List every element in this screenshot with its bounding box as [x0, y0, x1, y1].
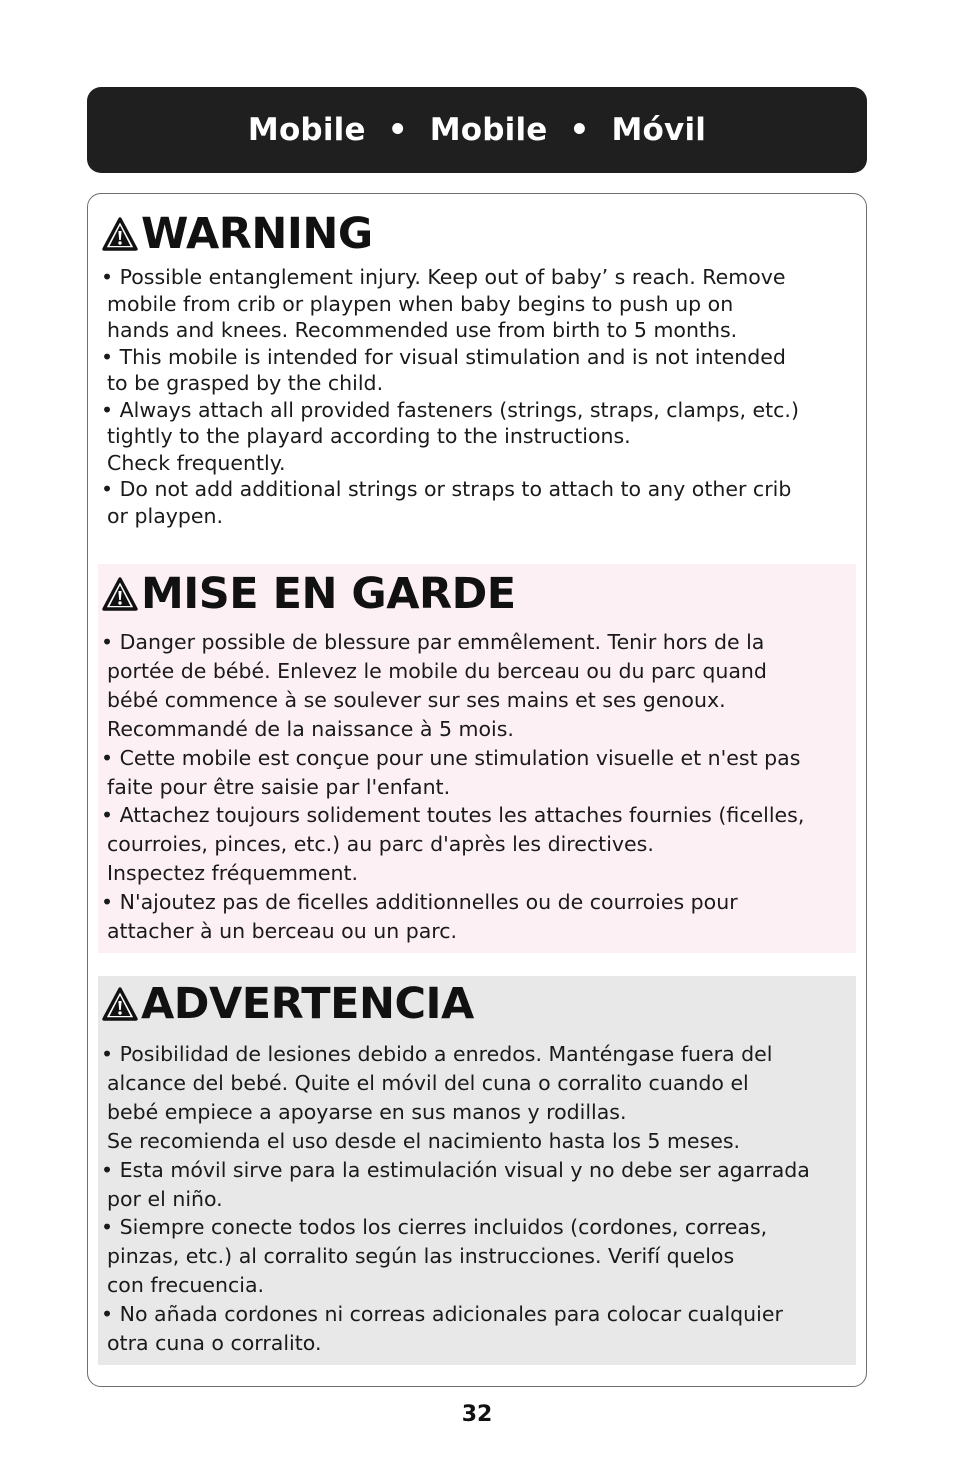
list-item-text: [101, 628, 856, 744]
warning-list: [101, 1040, 856, 1358]
list-item: [101, 1300, 856, 1358]
list-item-line: portée de bébé. Enlevez le mobile du berceau ou du parc quand: [107, 658, 767, 683]
list-item-line: • This mobile is intended for visual stimulation and is not intended: [101, 344, 786, 369]
list-item: [101, 1213, 856, 1300]
section-heading: [102, 204, 856, 264]
list-item: [101, 264, 856, 344]
list-item-text: [101, 397, 856, 477]
list-item-line: Recommandé de la naissance à 5 mois.: [107, 716, 514, 741]
list-item-line: to be grasped by the child.: [107, 371, 384, 395]
list-item-line: Inspectez fréquemment.: [107, 861, 359, 886]
list-item: [101, 1156, 856, 1214]
list-item-line: or playpen.: [107, 503, 224, 528]
list-item-line: • Danger possible de blessure par emmêlement. Tenir hors de la: [101, 630, 765, 654]
warning-triangle-icon: [102, 987, 138, 1021]
list-item-text: [101, 264, 856, 344]
section-warning-es: [98, 976, 856, 1365]
list-item-text: [101, 1213, 856, 1300]
list-item-line: alcance del bebé. Quite el móvil del cuna o corralito cuando el: [107, 1070, 749, 1095]
list-item-line: faite pour être saisie par l'enfant.: [107, 774, 451, 799]
list-item-text: [101, 801, 856, 888]
list-item-text: [101, 1300, 856, 1358]
warning-list: [101, 628, 856, 946]
list-item: [101, 801, 856, 888]
page-title: Mobile • Mobile • Móvil: [247, 112, 707, 148]
list-item: [101, 476, 856, 529]
page-number: 32: [461, 1402, 493, 1427]
list-item-line: • No añada cordones ni correas adicionales para colocar cualquier: [101, 1302, 783, 1327]
list-item-line: • Siempre conecte todos los cierres incluidos (cordones, correas,: [101, 1215, 768, 1240]
list-item-line: pinzas, etc.) al corralito según las instrucciones. Verifí quelos: [107, 1244, 735, 1269]
list-item-text: [101, 344, 856, 397]
section-heading: [102, 974, 856, 1034]
warning-triangle-icon: [102, 577, 138, 611]
list-item: [101, 397, 856, 477]
list-item: [101, 1040, 856, 1156]
list-item: [101, 744, 856, 802]
list-item: [101, 888, 856, 946]
list-item-line: attacher à un berceau ou un parc.: [107, 919, 458, 944]
list-item: [101, 628, 856, 744]
list-item-text: [101, 476, 856, 529]
list-item-text: [101, 888, 856, 946]
section-title: ADVERTENCIA: [141, 978, 474, 1029]
list-item-line: tightly to the playard according to the instructions.: [107, 424, 631, 448]
list-item-line: mobile from crib or playpen when baby begins to push up on: [107, 291, 734, 316]
list-item-line: Check frequently.: [107, 450, 286, 475]
list-item-line: con frecuencia.: [107, 1273, 265, 1298]
list-item-line: courroies, pinces, etc.) au parc d'après les directives.: [107, 832, 654, 857]
list-item: [101, 344, 856, 397]
list-item-text: [101, 1156, 856, 1214]
section-warning-en: [98, 200, 856, 550]
list-item-line: bebé empiece a apoyarse en sus manos y rodillas.: [107, 1099, 627, 1124]
header-bar: [87, 87, 867, 173]
section-warning-fr: [98, 564, 856, 953]
list-item-line: • Cette mobile est conçue pour une stimulation visuelle et n'est pas: [101, 745, 801, 770]
section-title: MISE EN GARDE: [141, 568, 516, 619]
list-item-line: • Possible entanglement injury. Keep out of baby’ s reach. Remove: [101, 265, 786, 289]
list-item-line: • N'ajoutez pas de ficelles additionnelles ou de courroies pour: [101, 890, 738, 915]
warning-list: [101, 264, 856, 529]
list-item-line: bébé commence à se soulever sur ses mains et ses genoux.: [107, 687, 726, 712]
list-item-line: • Always attach all provided fasteners (strings, straps, clamps, etc.): [101, 397, 799, 422]
section-heading: [102, 564, 856, 624]
list-item-line: otra cuna o corralito.: [107, 1331, 322, 1356]
warning-triangle-icon: [102, 217, 138, 251]
section-title: WARNING: [141, 208, 373, 259]
list-item-line: • Attachez toujours solidement toutes les attaches fournies (ficelles,: [101, 803, 805, 828]
list-item-text: [101, 1040, 856, 1156]
list-item-line: hands and knees. Recommended use from birth to 5 months.: [107, 318, 738, 342]
list-item-line: • Do not add additional strings or straps to attach to any other crib: [101, 477, 792, 501]
list-item-line: • Posibilidad de lesiones debido a enredos. Manténgase fuera del: [101, 1042, 773, 1066]
list-item-text: [101, 744, 856, 802]
list-item-line: • Esta móvil sirve para la estimulación visual y no debe ser agarrada: [101, 1157, 810, 1182]
list-item-line: por el niño.: [107, 1186, 223, 1211]
list-item-line: Se recomienda el uso desde el nacimiento hasta los 5 meses.: [107, 1128, 741, 1153]
